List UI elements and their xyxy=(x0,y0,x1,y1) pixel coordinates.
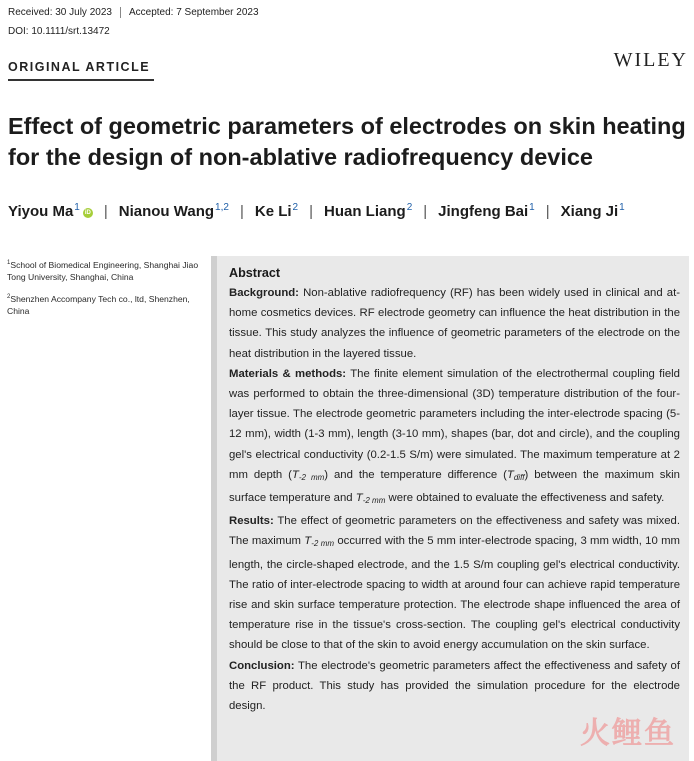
abstract-methods: Materials & methods: The finite element simulation of the electrothermal coupling field was performed to obtain the three-dimensional (3D) temperature distribution of the four-layer tissue. The electrode geometric parameters including the inter-electrode spacing (5-12 mm), width (1-3 mm), length (3-10 mm), shapes (bar, dot and circle), and the coupling gel's electrical conductivity (0.2-1.5 S/m) were simulated. The maximum temperature at 2 mm depth (T-2 mm) and the temperature difference (Tdiff) between the maximum skin surface temperature and T-2 mm were obtained to evaluate the effectiveness and safety. xyxy=(229,367,680,506)
publisher-logo[interactable]: WILEY xyxy=(613,49,688,71)
affiliation-item: $^2$Shenzhen Accompany Tech co., ltd, Shenzhen, China xyxy=(7,293,190,316)
author-list xyxy=(8,202,692,220)
abstract-box xyxy=(211,256,689,761)
publication-dates xyxy=(8,7,259,18)
author-separator: | xyxy=(239,203,244,220)
abstract-background: Background: Non-ablative radiofrequency (RF) has been widely used in clinical and at-home cosmetics devices. RF electrode geometry can influence the heat distribution in the tissue. This study analyzes the influence of geometric parameters of the electrode on the heat distribution in the layered tissue. xyxy=(229,287,680,360)
paper-title: Effect of geometric parameters of electrodes on skin heating for the design of non-ablative radiofrequency device xyxy=(8,113,686,170)
author-separator: | xyxy=(103,203,108,220)
date-divider xyxy=(120,7,121,18)
author-separator: | xyxy=(309,203,314,220)
abstract-heading: Abstract xyxy=(229,266,281,280)
article-type-underline xyxy=(8,79,154,81)
affiliations xyxy=(7,257,201,324)
accepted-date: Accepted: 7 September 2023 xyxy=(128,7,259,18)
doi[interactable]: DOI: 10.1111/srt.13472 xyxy=(8,26,110,37)
author-name[interactable]: Xiang Ji$^1$ xyxy=(560,202,625,220)
author-name[interactable]: Nianou Wang$^{1,2}$ xyxy=(118,202,229,220)
watermark-logo: 火鲤鱼 xyxy=(580,716,676,751)
author-name[interactable]: Ke Li$^2$ xyxy=(254,202,299,220)
author-separator: | xyxy=(423,203,428,220)
author-name[interactable]: Yiyou Ma$^1$ iD xyxy=(8,202,91,220)
received-date: Received: 30 July 2023 xyxy=(8,7,112,18)
abstract-conclusion: Conclusion: The electrode's geometric parameters affect the effectiveness and safety of the RF product. This study has provided the simulation procedure for the electrode design. xyxy=(229,659,680,713)
affiliation-item: $^1$School of Biomedical Engineering, Shanghai Jiao Tong University, Shanghai, China xyxy=(7,259,199,283)
author-name[interactable]: Huan Liang$^2$ xyxy=(324,202,413,220)
author-name[interactable]: Jingfeng Bai$^1$ xyxy=(438,202,535,220)
author-separator: | xyxy=(545,203,550,220)
abstract-results: Results: The effect of geometric parameters on the effectiveness and safety was mixed. The maximum T-2 mm occurred with the 5 mm inter-electrode spacing, 3 mm width, 10 mm length, the circle-shaped electrode, and the 1.5 S/m coupling gel's electrical conductivity. The ratio of inter-electrode spacing to width at around four can achieve rapid temperature rise and skin surface temperature protection. The electrode shape influenced the area of temperature rise in the tissue's cross-section. The coupling gel's electrical conductivity should be close to that of the skin to avoid energy accumulation on the skin surface. xyxy=(229,515,680,652)
article-type: ORIGINAL ARTICLE xyxy=(8,60,151,74)
orcid-icon[interactable]: iD xyxy=(84,210,91,216)
